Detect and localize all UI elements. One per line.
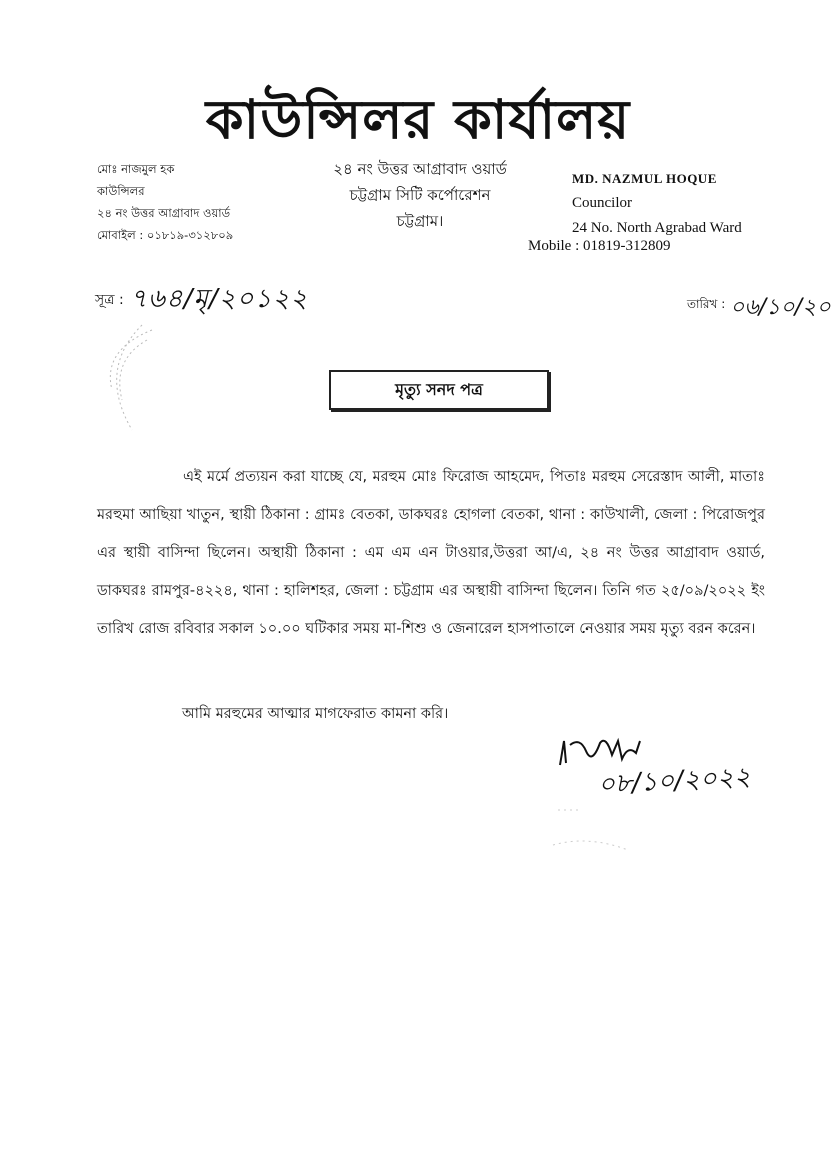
reference-label: সূত্র :: [95, 292, 124, 308]
councilor-name-en: MD. NAZMUL HOQUE: [572, 171, 717, 186]
ward-en: 24 No. North Agrabad Ward: [572, 220, 742, 236]
closing-line: আমি মরহুমের আত্মার মাগফেরাত কামনা করি।: [182, 706, 449, 722]
mobile-bn: মোবাইল : ০১৮১৯-৩১২৮০৯: [97, 228, 234, 242]
mobile-en: Mobile : 01819-312809: [528, 238, 671, 254]
office-title: কাউন্সিলর কার্যালয়: [205, 88, 631, 151]
signature-date: ০৮/১০/২০২২: [597, 762, 752, 800]
councilor-designation-bn: কাউন্সিলর: [97, 184, 145, 198]
center-ward: ২৪ নং উত্তর আগ্রাবাদ ওয়ার্ড: [333, 160, 507, 178]
center-city: চট্টগ্রাম।: [396, 212, 444, 230]
left-header: [97, 158, 287, 246]
reference-number: ৭৬৪/মৃ/২০১২২: [130, 284, 309, 314]
faded-seal-mark: [92, 320, 162, 440]
center-header: [285, 156, 555, 234]
right-header: [572, 166, 792, 241]
certificate-body: [97, 458, 765, 648]
ward-bn: ২৪ নং উত্তর আগ্রাবাদ ওয়ার্ড: [97, 206, 231, 220]
councilor-name-bn: মোঃ নাজমুল হক: [97, 162, 175, 176]
certificate-title: মৃত্যু সনদ পত্র: [329, 370, 549, 410]
date-value: ০৬/১০/২০: [730, 295, 831, 320]
councilor-designation-en: Councilor: [572, 195, 632, 211]
date-label: তারিখ :: [687, 297, 726, 311]
faded-stamp-mark: [548, 805, 638, 865]
center-corporation: চট্টগ্রাম সিটি কর্পোরেশন: [349, 186, 491, 204]
certificate-paragraph: এই মর্মে প্রত্যয়ন করা যাচ্ছে যে, মরহুম মোঃ ফিরোজ আহমেদ, পিতাঃ মরহুম সেরেস্তাদ আলী, মাতাঃ মরহুমা আছিয়া খাতুন, স্থায়ী ঠিকানা : গ্রামঃ বেতকা, ডাকঘরঃ হোগলা বেতকা, থানা : কাউখালী, জেলা : পিরোজপুর এর স্থায়ী বাসিন্দা ছিলেন। অস্থায়ী ঠিকানা : এম এম এন টাওয়ার,উত্তরা আ/এ, ২৪ নং উত্তর আগ্রাবাদ ওয়ার্ড, ডাকঘরঃ রামপুর-৪২২৪, থানা : হালিশহর, জেলা : চট্টগ্রাম এর অস্থায়ী বাসিন্দা ছিলেন। তিনি গত ২৫/০৯/২০২২ ইং তারিখ রোজ রবিবার সকাল ১০.০০ ঘটিকার সময় মা-শিশু ও জেনারেল হাসপাতালে নেওয়ার সময় মৃত্যু বরন করেন।: [97, 469, 765, 637]
